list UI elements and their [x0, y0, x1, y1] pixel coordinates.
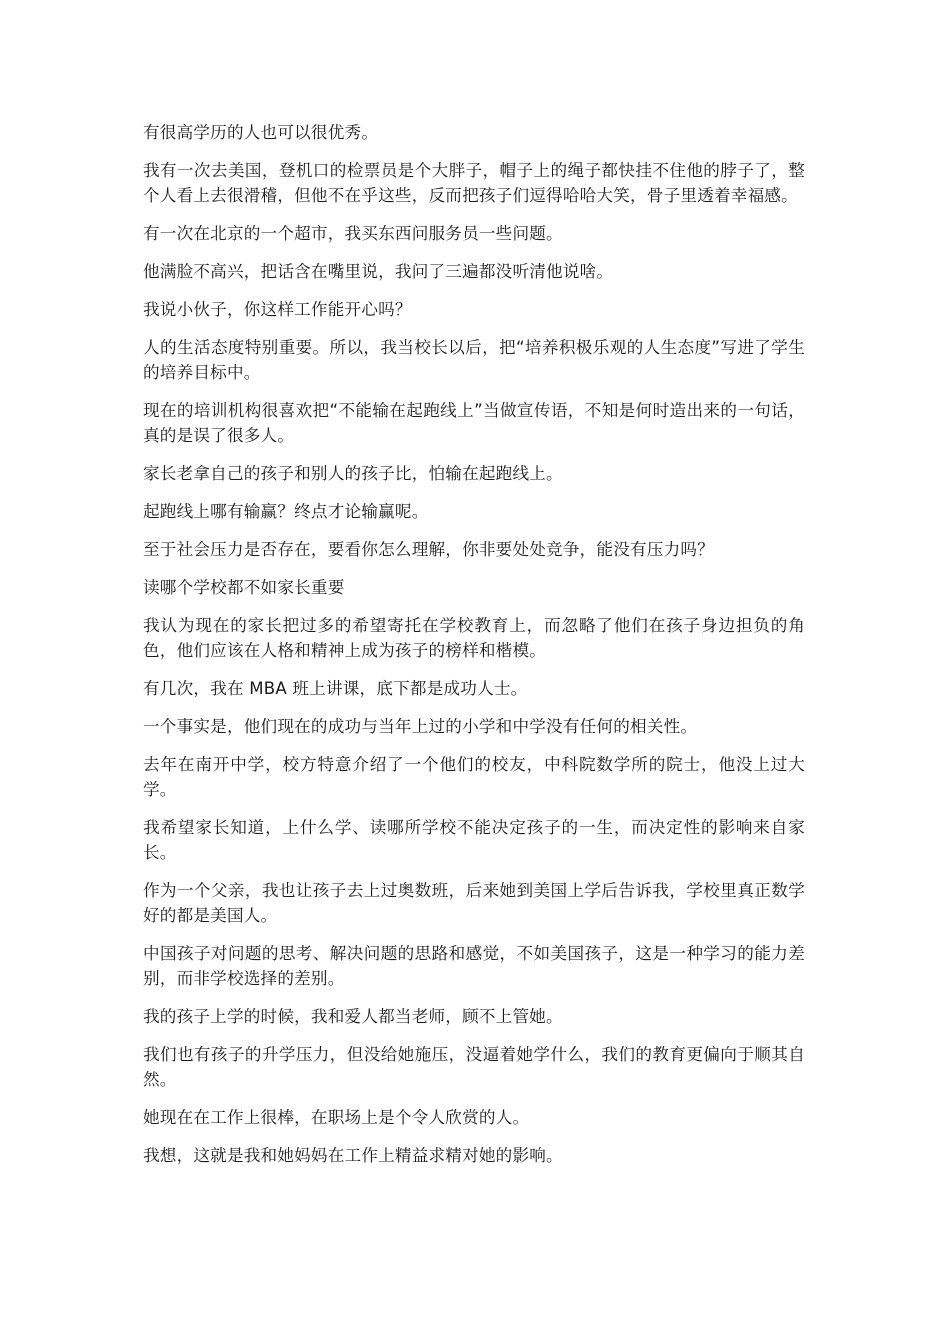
- paragraph-3: 有一次在北京的一个超市，我买东西问服务员一些问题。: [143, 224, 563, 243]
- paragraph-4: 他满脸不高兴，把话含在嘴里说，我问了三遍都没听清他说啥。: [143, 262, 614, 281]
- paragraph-21: 她现在在工作上很棒，在职场上是个令人欣赏的人。: [143, 1108, 530, 1127]
- paragraph-6: 人的生活态度特别重要。所以，我当校长以后，把“培养积极乐观的人生态度”写进了学生的培养目标中。: [143, 338, 805, 382]
- paragraph-12: 我认为现在的家长把过多的希望寄托在学校教育上，而忽略了他们在孩子身边担负的角色，他们应该在人格和精神上成为孩子的榜样和楷模。: [143, 616, 805, 660]
- paragraph-9: 起跑线上哪有输赢？终点才论输赢呢。: [143, 502, 429, 521]
- paragraph-20: 我们也有孩子的升学压力，但没给她施压，没逼着她学什么，我们的教育更偏向于顺其自然。: [143, 1045, 805, 1089]
- paragraph-2: 我有一次去美国，登机口的检票员是个大胖子，帽子上的绳子都快挂不住他的脖子了，整个人看上去很滑稽，但他不在乎这些，反而把孩子们逗得哈哈大笑，骨子里透着幸福感。: [143, 161, 805, 205]
- paragraph-13: 有几次，我在 MBA 班上讲课，底下都是成功人士。: [143, 679, 528, 698]
- paragraph-18: 中国孩子对问题的思考、解决问题的思路和感觉，不如美国孩子，这是一种学习的能力差别，而非学校选择的差别。: [143, 944, 805, 988]
- paragraph-22: 我想，这就是我和她妈妈在工作上精益求精对她的影响。: [143, 1146, 563, 1165]
- paragraph-8: 家长老拿自己的孩子和别人的孩子比，怕输在起跑线上。: [143, 464, 563, 483]
- paragraph-15: 去年在南开中学，校方特意介绍了一个他们的校友，中科院数学所的院士，他没上过大学。: [143, 755, 805, 799]
- paragraph-7: 现在的培训机构很喜欢把“不能输在起跑线上”当做宣传语，不知是何时造出来的一句话，真的是误了很多人。: [143, 401, 805, 445]
- paragraph-5: 我说小伙子，你这样工作能开心吗？: [143, 300, 412, 319]
- paragraph-17: 作为一个父亲，我也让孩子去上过奥数班，后来她到美国上学后告诉我，学校里真正数学好的都是美国人。: [143, 881, 805, 925]
- paragraph-1: 有很高学历的人也可以很优秀。: [143, 123, 379, 142]
- paragraph-19: 我的孩子上学的时候，我和爱人都当老师，顾不上管她。: [143, 1007, 563, 1026]
- paragraph-14: 一个事实是，他们现在的成功与当年上过的小学和中学没有任何的相关性。: [143, 717, 698, 736]
- section-heading: 读哪个学校都不如家长重要: [143, 578, 345, 597]
- paragraph-10: 至于社会压力是否存在，要看你怎么理解，你非要处处竞争，能没有压力吗？: [143, 540, 714, 559]
- paragraph-16: 我希望家长知道，上什么学、读哪所学校不能决定孩子的一生，而决定性的影响来自家长。: [143, 818, 805, 862]
- document-page: [143, 120, 805, 1181]
